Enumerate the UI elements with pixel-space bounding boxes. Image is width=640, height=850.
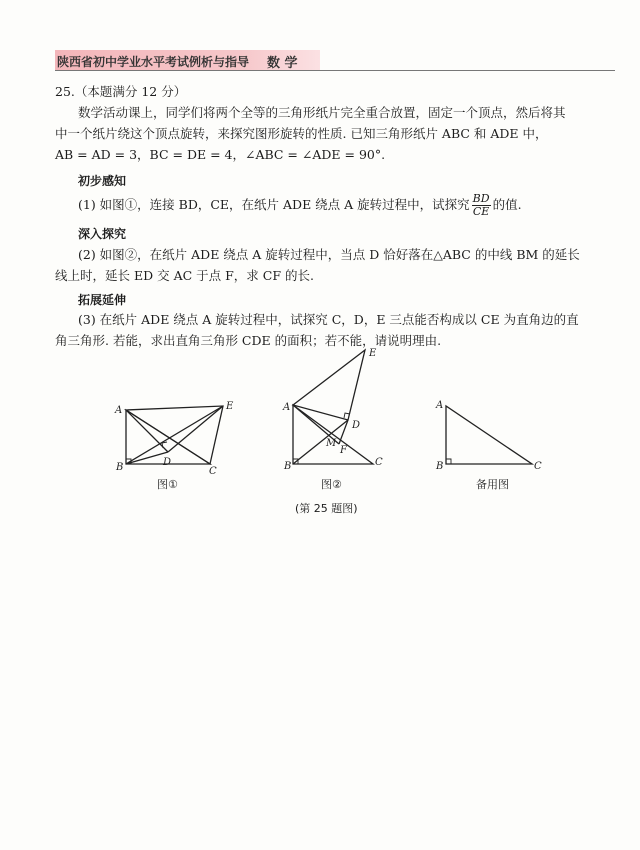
fig1-segment-bd bbox=[126, 452, 168, 464]
figure-1 bbox=[126, 406, 223, 464]
part-3-line-1: (3) 在纸片 ADE 绕点 A 旋转过程中，试探究 C，D，E 三点能否构成以 CE 为直角边的直 bbox=[78, 312, 579, 327]
fig3-label-b: B bbox=[436, 461, 444, 472]
intro-line-3: AB = AD = 3，BC = DE = 4，∠ABC = ∠ADE = 90°. bbox=[55, 147, 386, 162]
figure-3 bbox=[446, 406, 532, 464]
part-1-text: (1) 如图①，连接 BD，CE，在纸片 ADE 绕点 A 旋转过程中，试探究 bbox=[78, 197, 470, 212]
section-title-2: 深入探究 bbox=[78, 227, 127, 241]
header-title: 陕西省初中学业水平考试例析与指导 bbox=[57, 55, 250, 69]
figure-1-label: 图① bbox=[157, 478, 178, 491]
fig2-label-b: B bbox=[284, 461, 292, 472]
fig2-triangle-ade bbox=[293, 350, 365, 420]
fig1-label-d: D bbox=[163, 457, 172, 468]
fig1-label-a: A bbox=[115, 405, 123, 416]
fig2-label-e: E bbox=[369, 348, 377, 359]
figure-caption: (第 25 题图) bbox=[295, 502, 358, 515]
fig3-label-c: C bbox=[534, 461, 542, 472]
section-title-1: 初步感知 bbox=[78, 174, 127, 188]
fig3-triangle-abc bbox=[446, 406, 532, 464]
fig3-label-a: A bbox=[436, 400, 444, 411]
fig2-label-d: D bbox=[352, 420, 361, 431]
part-2-line-2: 线上时，延长 ED 交 AC 于点 F，求 CF 的长. bbox=[55, 268, 314, 283]
fig1-label-b: B bbox=[116, 462, 124, 473]
fig2-label-a: A bbox=[283, 402, 291, 413]
fig1-right-angle-d bbox=[162, 442, 167, 448]
intro-line-2: 中一个纸片绕这个顶点旋转，来探究图形旋转的性质. 已知三角形纸片 ABC 和 ADE 中， bbox=[55, 126, 548, 141]
fig1-label-e: E bbox=[226, 401, 234, 412]
figure-2-label: 图② bbox=[321, 478, 342, 491]
section-title-3: 拓展延伸 bbox=[78, 293, 127, 307]
question-number: 25.（本题满分 12 分） bbox=[55, 84, 187, 99]
fraction-numerator: BD bbox=[472, 192, 490, 205]
fig1-segment-be bbox=[126, 406, 223, 464]
fraction-denominator: CE bbox=[472, 205, 490, 218]
part-3-line-2: 角三角形. 若能，求出直角三角形 CDE 的面积；若不能，请说明理由. bbox=[55, 333, 442, 348]
fig3-right-angle-b bbox=[446, 459, 451, 464]
header-subject: 数 学 bbox=[267, 56, 298, 71]
fig1-segment-ad bbox=[126, 410, 168, 452]
part-2-line-1: (2) 如图②，在纸片 ADE 绕点 A 旋转过程中，当点 D 恰好落在△ABC 的中线 BM 的延长 bbox=[78, 247, 580, 262]
fig2-label-m: M bbox=[326, 438, 337, 449]
fig2-label-f: F bbox=[340, 445, 347, 456]
figure-3-label: 备用图 bbox=[476, 478, 509, 491]
fig2-label-c: C bbox=[375, 457, 383, 468]
part-1-tail: 的值. bbox=[492, 197, 522, 212]
fig1-label-c: C bbox=[209, 466, 217, 477]
intro-line-1: 数学活动课上，同学们将两个全等的三角形纸片完全重合放置，固定一个顶点，然后将其 bbox=[78, 105, 566, 120]
